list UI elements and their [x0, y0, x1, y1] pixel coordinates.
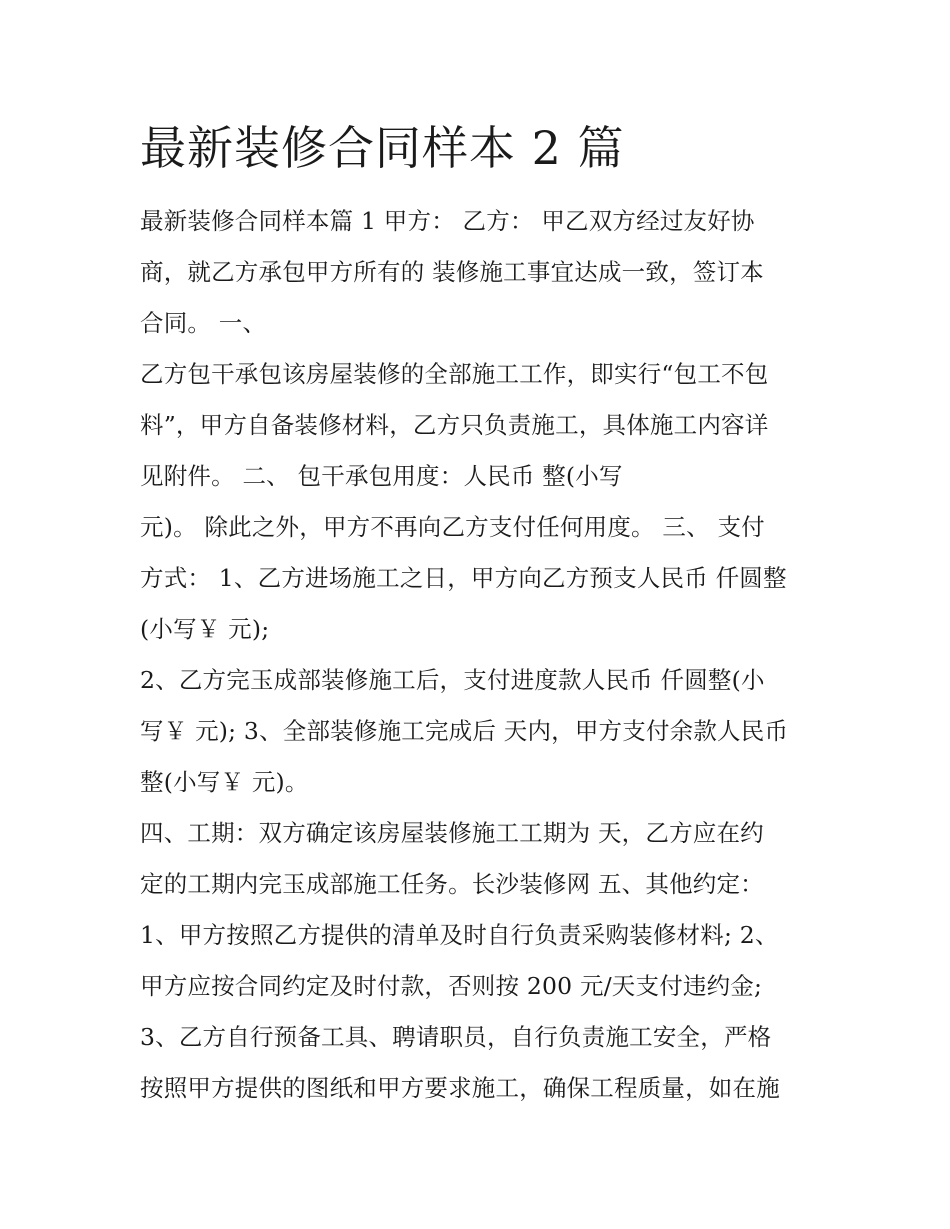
body-line: 按照甲方提供的图纸和甲方要求施工，确保工程质量，如在施	[140, 1074, 780, 1102]
body-line: 合同。 一、	[140, 309, 267, 337]
body-line: 定的工期内完玉成部施工任务。长沙装修网 五、其他约定：	[140, 870, 764, 898]
document-title: 最新装修合同样本 2 篇	[140, 121, 625, 175]
body-line: 四、工期：双方确定该房屋装修施工工期为 天，乙方应在约	[140, 819, 764, 847]
body-line: 方式： 1、乙方进场施工之日，甲方向乙方预支人民币 仟圆整	[140, 564, 787, 592]
body-line: 料”，甲方自备装修材料，乙方只负责施工，具体施工内容详	[140, 411, 769, 439]
document-body	[140, 196, 820, 1114]
body-line: (小写￥ 元);	[140, 615, 270, 643]
body-line: 整(小写￥ 元)。	[140, 768, 309, 796]
body-line: 3、乙方自行预备工具、聘请职员，自行负责施工安全，严格	[140, 1023, 772, 1051]
body-line: 甲方应按合同约定及时付款，否则按 200 元/天支付违约金;	[140, 972, 763, 1000]
body-line: 乙方包干承包该房屋装修的全部施工工作，即实行“包工不包	[140, 360, 769, 388]
body-line: 2、乙方完玉成部装修施工后，支付进度款人民币 仟圆整(小	[140, 666, 765, 694]
body-line: 元)。 除此之外，甲方不再向乙方支付任何用度。 三、 支付	[140, 513, 765, 541]
body-line: 商，就乙方承包甲方所有的 装修施工事宜达成一致，签订本	[140, 258, 764, 286]
body-line: 最新装修合同样本篇 1 甲方： 乙方： 甲乙双方经过友好协	[140, 207, 755, 235]
body-line: 见附件。 二、 包干承包用度：人民币 整(小写	[140, 462, 623, 490]
body-line: 写￥ 元); 3、全部装修施工完成后 天内，甲方支付余款人民币	[140, 717, 789, 745]
body-line: 1、甲方按照乙方提供的清单及时自行负责采购装修材料; 2、	[140, 921, 779, 949]
